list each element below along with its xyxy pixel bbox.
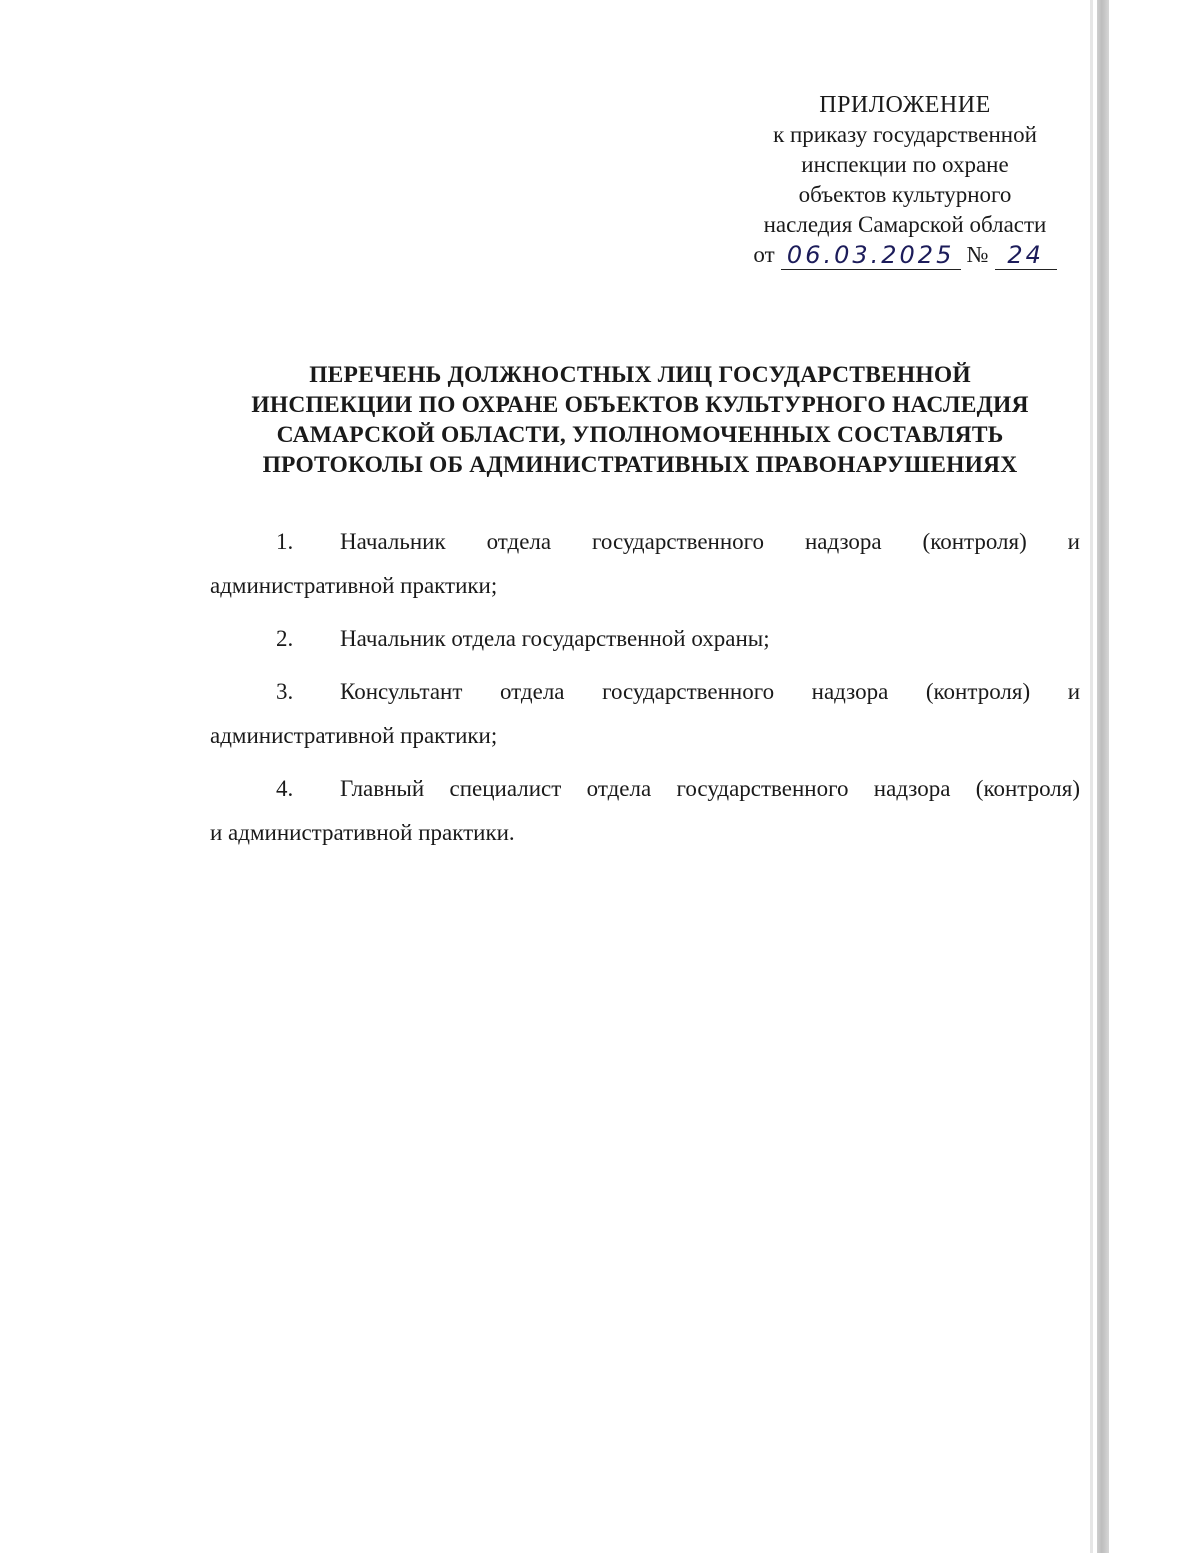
annex-line-4: наследия Самарской области xyxy=(763,212,1047,237)
title-line-1: ПЕРЕЧЕНЬ ДОЛЖНОСТНЫХ ЛИЦ ГОСУДАРСТВЕННОЙ xyxy=(309,362,971,388)
title-line-2: ИНСПЕКЦИИ ПО ОХРАНЕ ОБЪЕКТОВ КУЛЬТУРНОГО НАСЛЕДИЯ xyxy=(251,392,1029,418)
list-item xyxy=(210,617,1080,661)
list-item-number: 1. xyxy=(276,529,294,554)
list-item-text: Начальник отдела государственного надзора (контроля) и xyxy=(340,529,1080,554)
list-item-first-line xyxy=(210,520,1080,564)
order-date-handwritten: 06.03.2025 xyxy=(786,241,955,269)
officials-list xyxy=(210,520,1080,864)
list-item xyxy=(210,767,1080,855)
list-item-continuation: административной практики; xyxy=(210,573,498,598)
list-item xyxy=(210,520,1080,608)
annex-line-1: к приказу государственной xyxy=(773,122,1037,147)
list-item-continuation: административной практики; xyxy=(210,723,498,748)
order-number-handwritten: 24 xyxy=(1007,241,1044,269)
order-date-row xyxy=(740,240,1070,270)
date-prefix: от xyxy=(753,242,775,267)
list-item-first-line xyxy=(210,767,1080,811)
list-item-number: 3. xyxy=(276,679,294,704)
annex-header xyxy=(740,90,1070,270)
list-item xyxy=(210,670,1080,758)
list-item-first-line xyxy=(210,670,1080,714)
scan-edge-line xyxy=(1090,0,1093,1553)
list-item-text: Начальник отдела государственной охраны; xyxy=(340,626,770,651)
scan-edge-strip xyxy=(1097,0,1109,1553)
list-item-number: 4. xyxy=(276,776,294,801)
annex-line-3: объектов культурного xyxy=(798,182,1012,207)
number-sign: № xyxy=(966,242,989,267)
title-line-4: ПРОТОКОЛЫ ОБ АДМИНИСТРАТИВНЫХ ПРАВОНАРУШЕНИЯХ xyxy=(262,452,1018,478)
list-item-continuation: и административной практики. xyxy=(210,820,515,845)
order-number-field xyxy=(995,242,1057,270)
document-title xyxy=(200,360,1080,480)
annex-line-2: инспекции по охране xyxy=(801,152,1009,177)
order-date-field xyxy=(781,242,961,270)
title-line-3: САМАРСКОЙ ОБЛАСТИ, УПОЛНОМОЧЕННЫХ СОСТАВЛЯТЬ xyxy=(276,422,1004,448)
list-item-text: Главный специалист отдела государственного надзора (контроля) xyxy=(340,776,1080,801)
list-item-text: Консультант отдела государственного надзора (контроля) и xyxy=(340,679,1080,704)
annex-title: ПРИЛОЖЕНИЕ xyxy=(819,92,991,118)
list-item-number: 2. xyxy=(276,626,294,651)
